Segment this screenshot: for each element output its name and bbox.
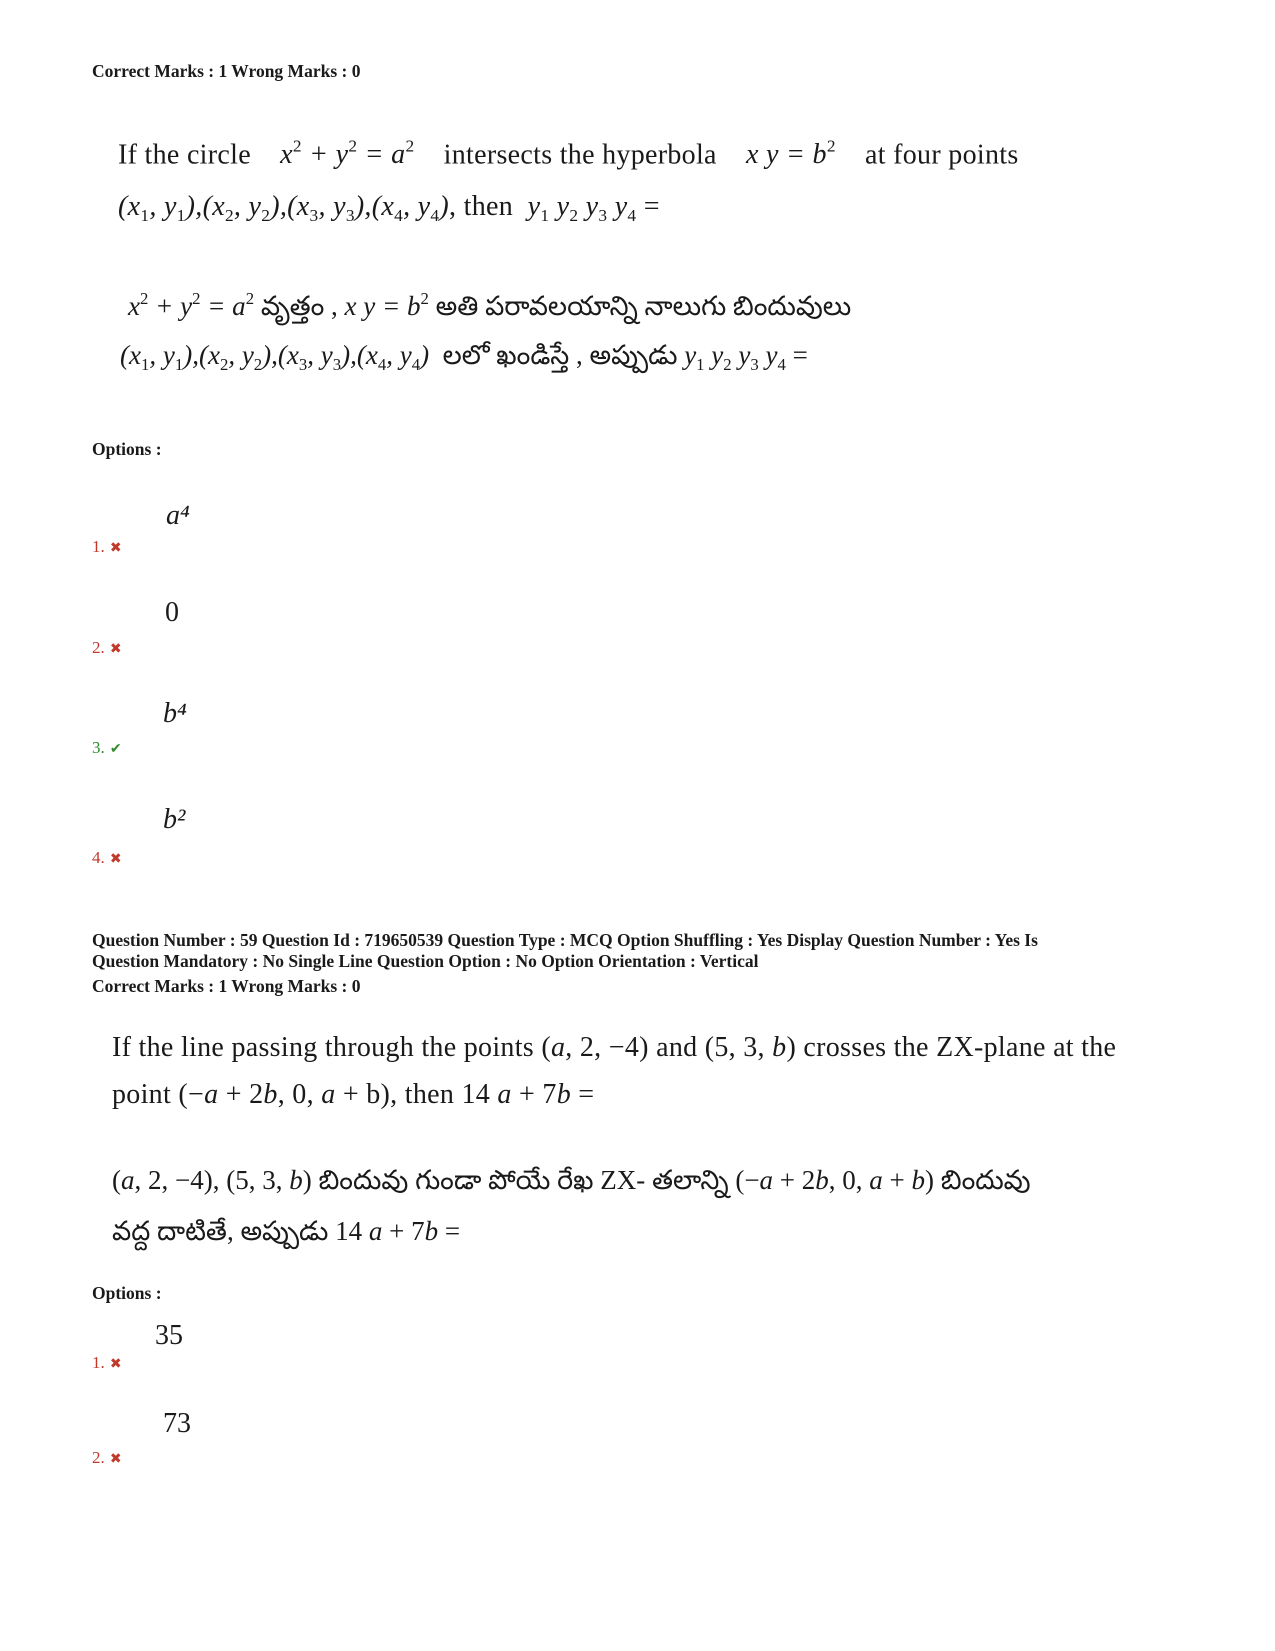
q59-english-line-2: point (−a + 2b, 0, a + b), then 14 a + 7b = (112, 1079, 595, 1110)
q58-option-3-value: b⁴ (163, 698, 187, 729)
check-icon: ✔ (109, 742, 122, 757)
q59-telugu-line-2: వద్ద దాటితే, అప్పుడు 14 a + 7b = (112, 1216, 461, 1246)
q59-option-1-value: 35 (155, 1320, 183, 1351)
wrong-icon: ✖ (109, 642, 122, 657)
q58-te-text-a: వృత్తం , (260, 290, 338, 321)
q59-telugu-line-1: (a, 2, −4), (5, 3, b) బిందువు గుండా పోయే రేఖ ZX- తలాన్ని (−a + 2b, 0, a + b) బిందువు (112, 1165, 1031, 1195)
q58-english-line-1 (118, 130, 1019, 172)
wrong-icon: ✖ (109, 1452, 122, 1467)
q59-te-text-a: బిందువు గుండా పోయే రేఖ ZX- తలాన్ని (318, 1165, 729, 1195)
q58-telugu-line-1 (128, 282, 851, 323)
q58-en-then: , then (449, 191, 514, 222)
q59-en-text-c: crosses the ZX-plane at the (803, 1032, 1117, 1063)
q59-en-text-a: If the line passing through the points (112, 1032, 535, 1063)
q58-option-2[interactable] (92, 638, 123, 658)
option-number: 4. (92, 848, 105, 867)
option-number: 3. (92, 738, 105, 757)
points-tuple: ($x_1$, $y_1),(x_2$, $y_2),(x_3$, $y_3),(x_4$, $y_4$) (118, 191, 450, 226)
q58-option-2-value: 0 (165, 597, 179, 628)
circle-equation: $x^2 + y^2 = a^2$ (280, 137, 415, 171)
hyperbola-equation-te: x $y = b^2$ (344, 289, 429, 321)
wrong-icon: ✖ (109, 1357, 122, 1372)
q58-options-label: Options : (92, 439, 162, 459)
option-number: 2. (92, 638, 105, 657)
q59-header-line-2: Question Mandatory : No Single Line Question Option : No Option Orientation : Vertical (92, 951, 759, 971)
q58-en-text-b: intersects the hyperbola (443, 139, 717, 171)
q59-english-line-1: If the line passing through the points (a, 2, −4) and (5, 3, b) crosses the ZX-plane at the (112, 1032, 1117, 1063)
option-number: 1. (92, 1353, 105, 1372)
q59-options-label: Options : (92, 1283, 162, 1303)
q58-te-text-c: లలో ఖండిస్తే , అప్పుడు (442, 340, 678, 370)
q58-option-1[interactable] (92, 537, 123, 557)
q58-telugu-line-2: ($x_1$, $y_1),(x_2$, $y_2),(x_3$, $y_3),(x_4$, $y_4$) లలో ఖండిస్తే , అప్పుడు $y_1$ $y_2$ $y_3$ $y_4$ = (120, 340, 808, 374)
q59-en-text-b: and (656, 1032, 698, 1063)
q59-option-2-value: 73 (163, 1408, 191, 1439)
q58-option-4[interactable] (92, 848, 123, 868)
q59-option-1[interactable] (92, 1353, 123, 1373)
q58-option-1-value: a⁴ (166, 500, 190, 531)
q59-option-2[interactable] (92, 1448, 123, 1468)
q59-te-text-c: వద్ద దాటితే, అప్పుడు 14 (112, 1216, 363, 1246)
q59-header-line-1: Question Number : 59 Question Id : 719650539 Question Type : MCQ Option Shuffling : Yes Display Question Number : Yes Is (92, 930, 1038, 950)
q58-option-4-value: b² (163, 804, 186, 835)
q59-te-text-b: బిందువు (940, 1165, 1031, 1195)
wrong-icon: ✖ (109, 541, 122, 556)
q59-marks: Correct Marks : 1 Wrong Marks : 0 (92, 976, 361, 996)
product-expression-te: $y_1$ $y_2$ $y_3$ $y_4$ (684, 340, 786, 374)
points-tuple-te: ($x_1$, $y_1),(x_2$, $y_2),(x_3$, $y_3),(x_4$, $y_4$) (120, 340, 430, 374)
option-number: 2. (92, 1448, 105, 1467)
q59-en-text-d: point (112, 1079, 172, 1110)
wrong-icon: ✖ (109, 852, 122, 867)
q58-en-text-c: at four points (865, 139, 1019, 171)
option-number: 1. (92, 537, 105, 556)
q59-en-text-e: , then 14 (390, 1079, 491, 1110)
hyperbola-equation: x $y = b^2$ (745, 137, 836, 171)
q58-english-line-2: ($x_1$, $y_1),(x_2$, $y_2),(x_3$, $y_3),(x_4$, $y_4$), then $y_1$ $y_2$ $y_3$ $y_4$ = (118, 191, 660, 226)
q58-marks: Correct Marks : 1 Wrong Marks : 0 (92, 61, 361, 81)
q58-te-text-b: అతి పరావలయాన్ని నాలుగు బిందువులు (435, 290, 852, 321)
q58-option-3[interactable] (92, 738, 123, 758)
circle-equation-te: $x^2 + y^2 = a^2$ (128, 289, 255, 321)
q58-en-text-a: If the circle (118, 139, 251, 171)
product-expression: $y_1$ $y_2$ $y_3$ $y_4$ (527, 191, 637, 226)
